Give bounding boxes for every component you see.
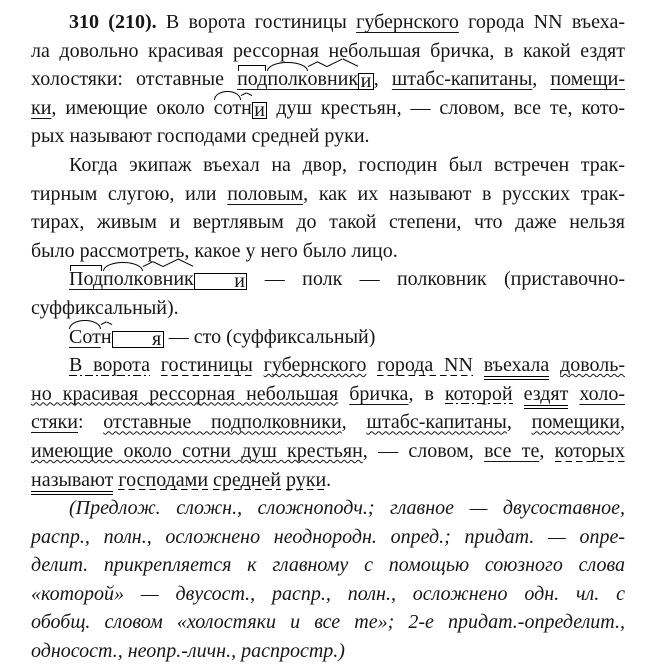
root-mark: полк bbox=[267, 68, 308, 91]
text-segment: рых называют господами средней руки. bbox=[31, 125, 370, 148]
text-line bbox=[31, 580, 625, 609]
text-line bbox=[31, 294, 625, 323]
text-segment: «которой» — двусост., распр., полн., осложнено одн. чл. с bbox=[31, 582, 625, 605]
text-segment: , bbox=[373, 68, 392, 91]
text-segment: ла довольно красивая рессорная небольшая бричка, в какой ездят bbox=[31, 39, 625, 62]
text-segment: ездят bbox=[524, 383, 569, 409]
rewritten-sentence-with-syntax-marks bbox=[31, 351, 625, 494]
text-segment: губернского bbox=[263, 354, 367, 377]
text-segment: имеющие около сотни душ крестьян bbox=[31, 439, 363, 462]
word-analysis-podpolkovniki bbox=[31, 265, 625, 322]
text-segment: , bbox=[506, 411, 532, 434]
text-line bbox=[31, 151, 625, 180]
text-segment: но красивая рессорная небольшая bbox=[31, 382, 339, 405]
suffix-mark: ов bbox=[143, 268, 163, 291]
text-segment: , — словом, bbox=[362, 439, 485, 462]
text-line bbox=[31, 180, 625, 209]
text-segment: В ворота гостиницы bbox=[156, 11, 357, 33]
text-segment: односост., неопр.-личн., распростр.) bbox=[31, 640, 345, 663]
morpheme-word bbox=[69, 268, 247, 293]
root-mark: сот bbox=[213, 96, 242, 119]
ending-box: я bbox=[112, 331, 164, 348]
text-segment: было рассмотреть, какое у него было лицо. bbox=[31, 239, 398, 262]
exercise-number: 310 (210). bbox=[69, 11, 157, 33]
text-line bbox=[31, 608, 625, 637]
morpheme-word bbox=[214, 97, 268, 119]
text-line bbox=[31, 208, 625, 237]
text-segment: помещи- bbox=[550, 68, 625, 91]
text-segment: въехала bbox=[484, 354, 550, 380]
text-segment: тирным слугою, или bbox=[31, 182, 228, 205]
text-segment bbox=[338, 383, 349, 405]
text-segment: , имеющие около bbox=[51, 96, 214, 119]
text-segment: , bbox=[620, 411, 626, 434]
text-line bbox=[31, 523, 625, 552]
text-line bbox=[31, 8, 625, 37]
text-segment bbox=[549, 354, 560, 376]
text-segment: , как их называют в русских трак- bbox=[303, 182, 625, 205]
text-segment: которой bbox=[444, 382, 513, 405]
text-line bbox=[31, 351, 625, 380]
text-segment: руки bbox=[285, 468, 327, 491]
text-segment: штабс-капитаны bbox=[391, 68, 533, 91]
text-line bbox=[31, 494, 625, 523]
text-segment: душ крестьян, — словом, все те, кото- bbox=[267, 96, 626, 119]
text-segment: отставные подполковники bbox=[103, 411, 342, 434]
text-segment: делит. прикрепляется к главному с помощью союзного слова bbox=[31, 554, 625, 577]
text-segment: , bbox=[539, 439, 555, 462]
ending-box: и bbox=[194, 273, 248, 290]
text-segment: стяки bbox=[31, 411, 78, 434]
suffix-mark: ов bbox=[307, 68, 327, 91]
exercise-source-text bbox=[31, 8, 625, 151]
text-segment: бричка bbox=[349, 382, 409, 405]
prefix-mark: под bbox=[237, 68, 268, 91]
text-segment: штабс-капитаны bbox=[366, 411, 507, 434]
text-line bbox=[31, 551, 625, 580]
text-segment: помещики bbox=[531, 411, 621, 434]
text-segment: , bbox=[341, 411, 367, 434]
word-analysis-sotnya bbox=[31, 323, 625, 352]
text-segment: города NN bbox=[377, 354, 473, 377]
text-segment bbox=[366, 354, 377, 376]
text-line bbox=[31, 380, 625, 409]
text-segment bbox=[150, 354, 161, 376]
text-segment: города NN въеха- bbox=[458, 11, 625, 33]
exercise-source-text-2 bbox=[31, 151, 625, 265]
text-segment: называют bbox=[31, 469, 113, 495]
text-segment: Когда экипаж въехал на двор, господин был встречен трак- bbox=[69, 153, 625, 176]
suffix-mark: н bbox=[241, 96, 252, 119]
text-segment: ки bbox=[31, 96, 52, 119]
text-line bbox=[31, 637, 625, 666]
text-segment bbox=[568, 383, 579, 405]
text-line bbox=[31, 237, 625, 266]
text-segment: тирах, живым и вертлявым до такой степени, что даже нельзя bbox=[31, 211, 625, 234]
text-line bbox=[31, 94, 625, 123]
text-segment bbox=[473, 354, 484, 376]
text-line bbox=[31, 323, 625, 352]
root-mark: Сот bbox=[69, 325, 101, 348]
text-segment: , bbox=[532, 68, 551, 91]
text-line bbox=[31, 122, 625, 151]
text-segment: , в bbox=[408, 382, 445, 405]
text-segment: гостиницы bbox=[160, 354, 253, 377]
text-line bbox=[31, 437, 625, 466]
text-line bbox=[31, 65, 625, 94]
text-line bbox=[31, 37, 625, 66]
ending-box: и bbox=[252, 102, 268, 119]
text-line bbox=[31, 466, 625, 495]
text-segment: все те bbox=[484, 439, 540, 462]
grammar-note bbox=[31, 494, 625, 666]
suffix-mark: н bbox=[100, 325, 112, 348]
text-segment: (Предлож. сложн., сложноподч.; главное — двусоставное, bbox=[69, 497, 625, 520]
ending-box: и bbox=[358, 73, 374, 90]
suffix-mark: ник bbox=[162, 268, 194, 291]
text-line bbox=[31, 408, 625, 437]
text-segment: губернского bbox=[356, 11, 459, 33]
text-segment: доволь- bbox=[560, 354, 626, 377]
text-segment: — полк — полковник (приставочно- bbox=[247, 268, 625, 291]
suffix-mark: ник bbox=[326, 68, 359, 91]
text-segment: В ворота bbox=[69, 354, 151, 377]
text-segment: холо- bbox=[579, 382, 626, 405]
text-segment bbox=[513, 383, 524, 405]
text-segment: холостяки: отставные bbox=[31, 68, 238, 91]
text-segment: средней bbox=[213, 468, 281, 491]
text-segment: суффиксальный). bbox=[31, 296, 179, 319]
text-segment: — сто (суффиксальный) bbox=[163, 325, 376, 348]
text-segment: которых bbox=[554, 439, 625, 462]
text-segment: половым bbox=[227, 182, 304, 205]
morpheme-word bbox=[237, 68, 374, 93]
text-segment bbox=[253, 354, 264, 376]
text-line bbox=[31, 265, 625, 294]
text-segment: : bbox=[77, 411, 104, 434]
prefix-mark: Под bbox=[69, 268, 104, 291]
text-segment: распр., полн., осложнено неоднородн. опред.; придат. — опре- bbox=[31, 525, 625, 548]
text-segment: . bbox=[326, 468, 332, 491]
root-mark: полк bbox=[103, 268, 144, 291]
morpheme-word bbox=[69, 326, 164, 348]
text-segment: господами bbox=[118, 468, 209, 491]
text-segment: обобщ. словом «холостяки и все те»; 2-е придат.-определит., bbox=[31, 611, 625, 634]
